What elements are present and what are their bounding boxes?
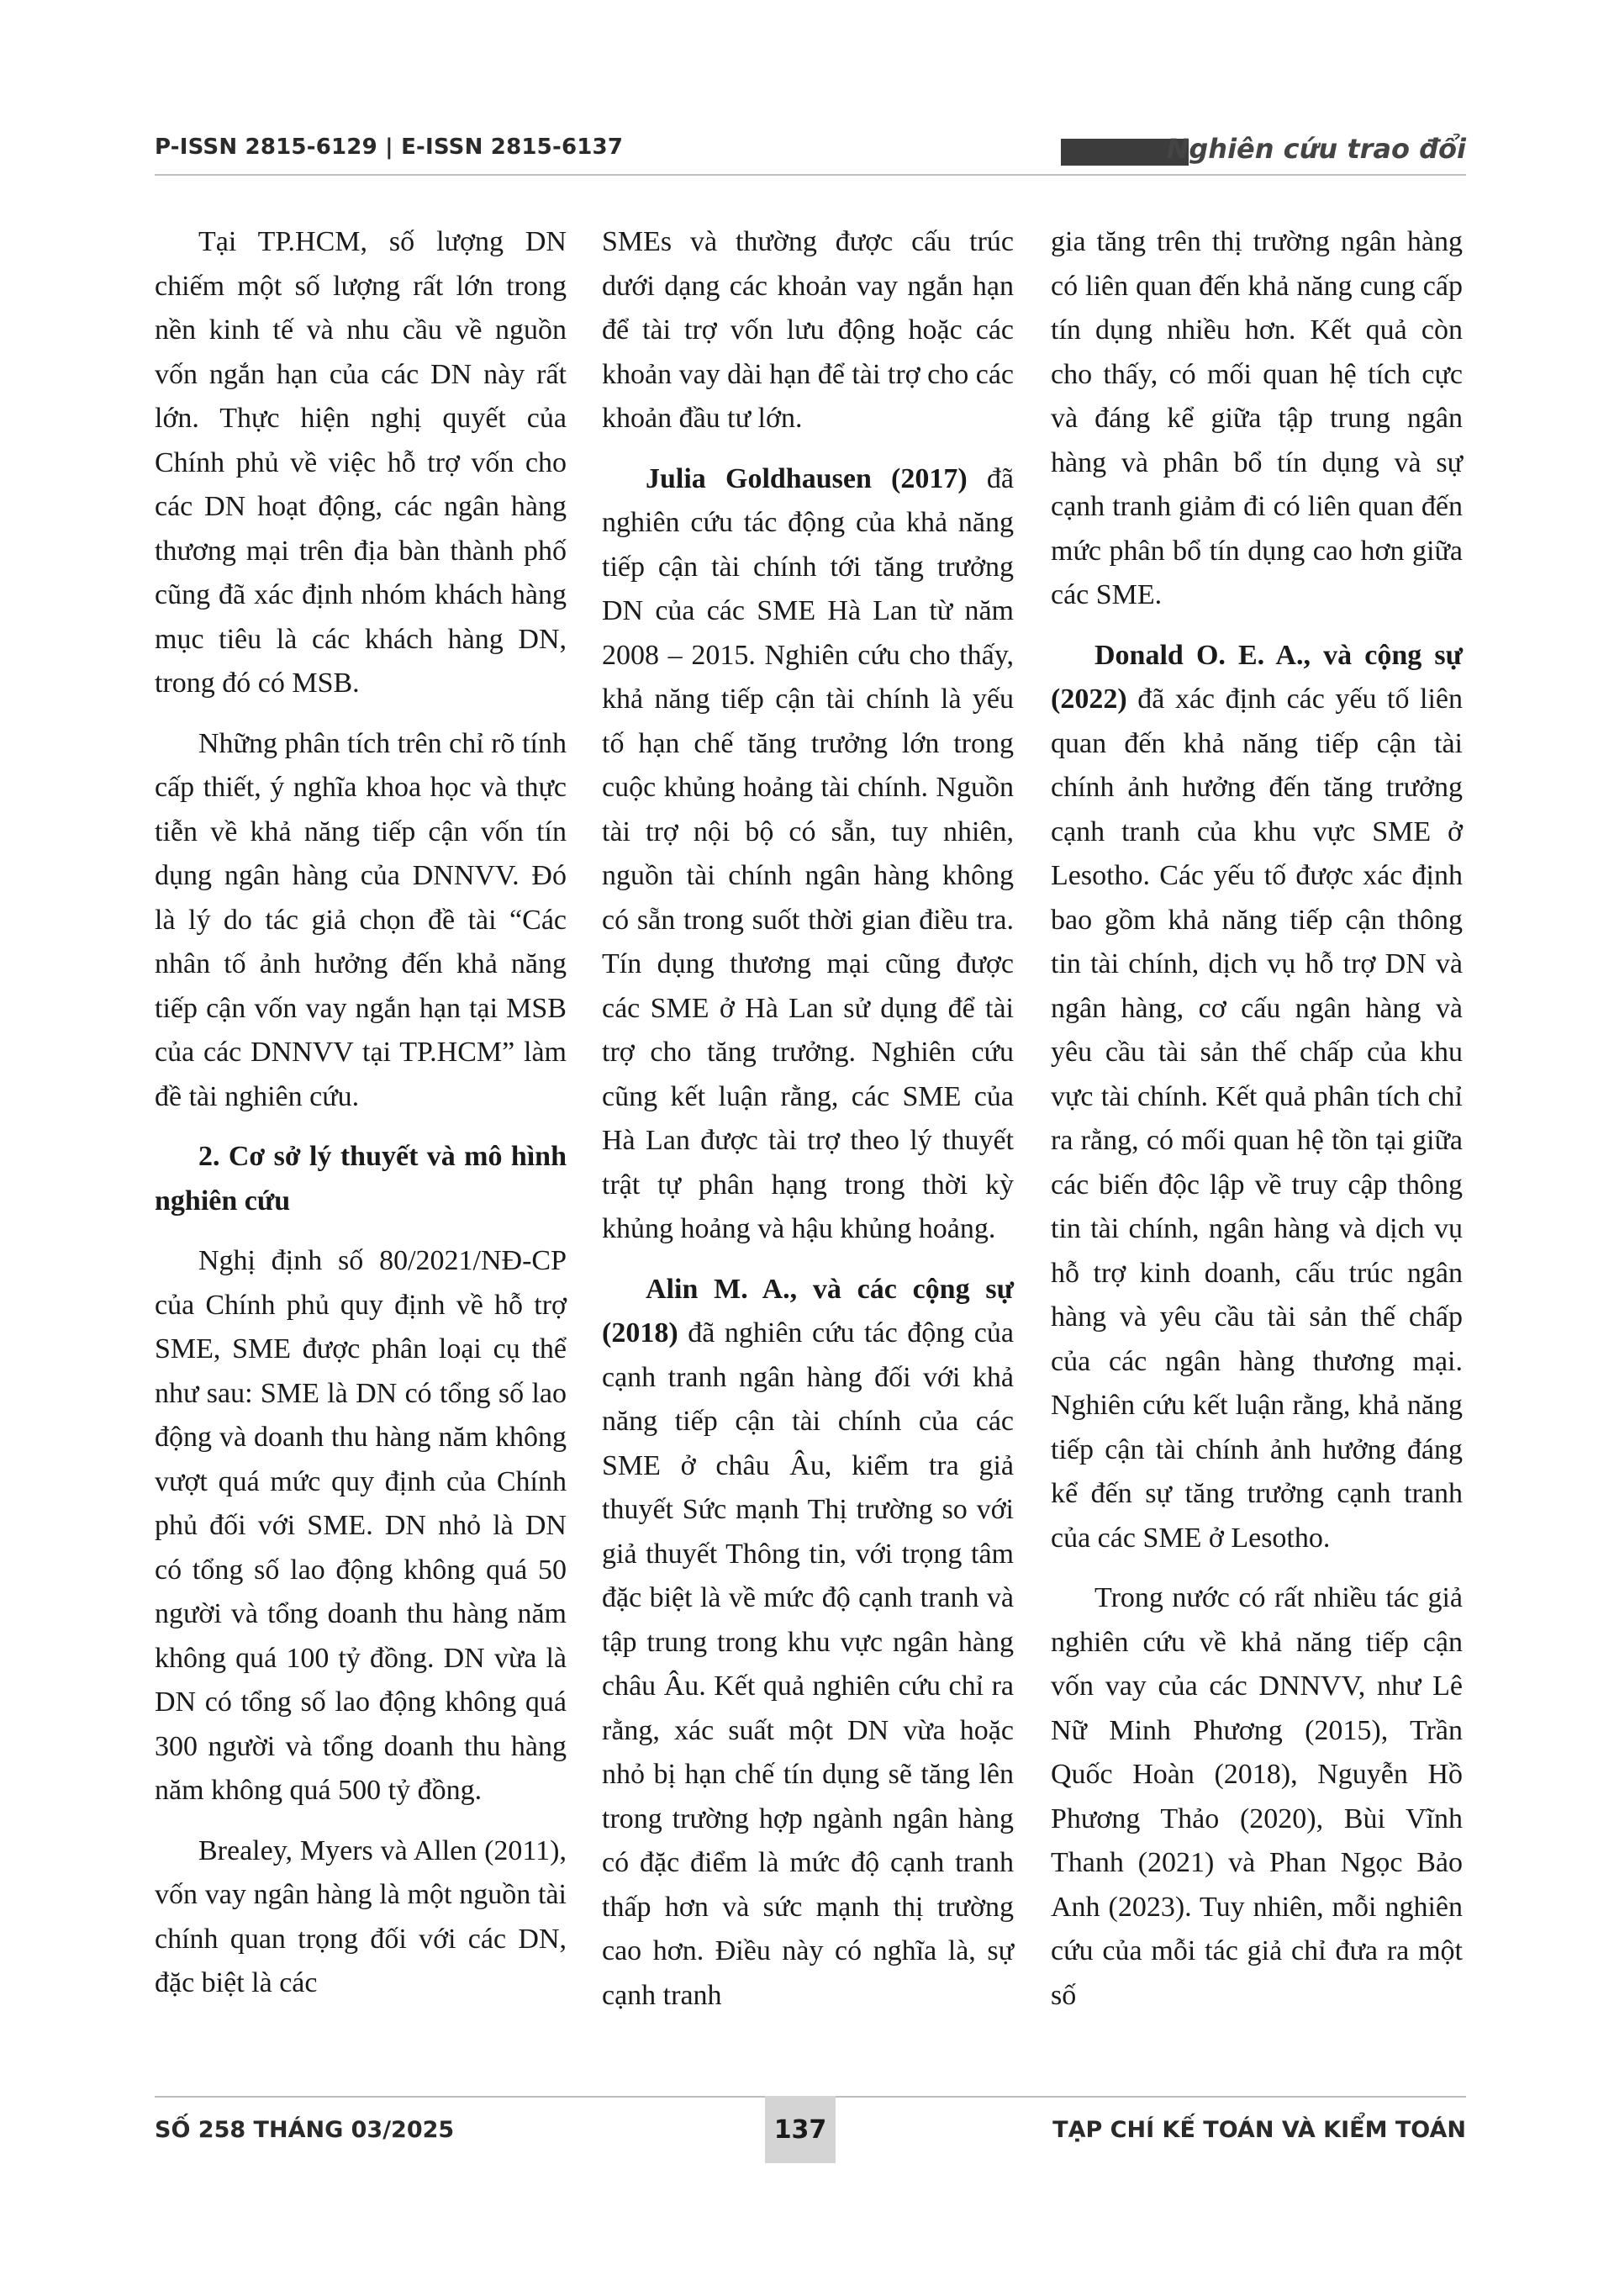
paragraph: SMEs và thường được cấu trúc dưới dạng các khoản vay ngắn hạn để tài trợ vốn lưu động hoặc các khoản vay dài hạn để tài trợ cho các khoản đầu tư lớn. [602,226,1014,434]
page-number: 137 [773,2114,827,2145]
paragraph-text: đã xác định các yếu tố liên quan đến khả năng tiếp cận tài chính ảnh hưởng đến tăng trưởng cạnh tranh của khu vực SME ở Lesotho. Các yếu tố được xác định bao gồm khả năng tiếp cận thông tin tài chính, dịch vụ hỗ trợ DN và ngân hàng, cơ cấu ngân hàng và yêu cầu tài sản thế chấp của khu vực tài chính. Kết quả phân tích chỉ ra rằng, có mối quan hệ tồn tại giữa các biến độc lập về truy cập thông tin tài chính, ngân hàng và dịch vụ hỗ trợ kinh doanh, cấu trúc ngân hàng và yêu cầu tài sản thế chấp của các ngân hàng thương mại. Nghiên cứu kết luận rằng, khả năng tiếp cận tài chính ảnh hưởng đáng kể đến sự tăng trưởng cạnh tranh của các SME ở Lesotho. [1051,684,1463,1554]
paragraph [602,1268,1014,2019]
paragraph-text: đã nghiên cứu tác động của khả năng tiếp cận tài chính tới tăng trưởng DN của các SME Hà Lan từ năm 2008 – 2015. Nghiên cứu cho thấy, khả năng tiếp cận tài chính là yếu tố hạn chế tăng trưởng lớn trong cuộc khủng hoảng tài chính. Nguồn tài trợ nội bộ có sẵn, tuy nhiên, nguồn tài chính ngân hàng không có sẵn trong suốt thời gian điều tra. Tín dụng thương mại cũng được các SME ở Hà Lan sử dụng để tài trợ cho tăng trưởng. Nghiên cứu cũng kết luận rằng, các SME của Hà Lan được tài trợ theo lý thuyết trật tự phân hạng trong thời kỳ khủng hoảng và hậu khủng hoảng. [602,462,1014,1244]
citation-author: Julia Goldhausen (2017) [646,462,968,494]
paragraph: Những phân tích trên chỉ rõ tính cấp thiết, ý nghĩa khoa học và thực tiễn về khả năng tiếp cận vốn tín dụng ngân hàng của DNNVV. Đó là lý do tác giả chọn đề tài “Các nhân tố ảnh hưởng đến khả năng tiếp cận vốn vay ngắn hạn tại MSB của các DNNVV tại TP.HCM” làm đề tài nghiên cứu. [155,727,567,1112]
column-3 [1051,220,1463,2034]
paragraph: Brealey, Myers và Allen (2011), vốn vay ngân hàng là một nguồn tài chính quan trọng đối với các DN, đặc biệt là các [155,1834,567,1998]
section-title: Nghiên cứu trao đổi [1166,133,1466,165]
paragraph: Trong nước có rất nhiều tác giả nghiên cứu về khả năng tiếp cận vốn vay của các DNNVV, như Lê Nữ Minh Phương (2015), Trần Quốc Hoàn (2018), Nguyễn Hồ Phương Thảo (2020), Bùi Vĩnh Thanh (2021) và Phan Ngọc Bảo Anh (2023). Tuy nhiên, mỗi nghiên cứu của mỗi tác giả chỉ đưa ra một số [1051,1582,1463,2011]
issn-header: P-ISSN 2815-6129 | E-ISSN 2815-6137 [155,135,624,160]
paragraph: Tại TP.HCM, số lượng DN chiếm một số lượng rất lớn trong nền kinh tế và nhu cầu về nguồn vốn ngắn hạn của các DN này rất lớn. Thực hiện nghị quyết của Chính phủ về việc hỗ trợ vốn cho các DN hoạt động, các ngân hàng thương mại trên địa bàn thành phố cũng đã xác định nhóm khách hàng mục tiêu là các khách hàng DN, trong đó có MSB. [155,226,567,699]
paragraph-text: đã nghiên cứu tác động của cạnh tranh ngân hàng đối với khả năng tiếp cận tài chính của các SME ở châu Âu, kiểm tra giả thuyết Sức mạnh Thị trường so với giả thuyết Thông tin, với trọng tâm đặc biệt là về mức độ cạnh tranh và tập trung trong khu vực ngân hàng châu Âu. Kết quả nghiên cứu chỉ ra rằng, xác suất một DN vừa hoặc nhỏ bị hạn chế tín dụng sẽ tăng lên trong trường hợp ngành ngân hàng có đặc điểm là mức độ cạnh tranh thấp hơn và sức mạnh thị trường cao hơn. Điều này có nghĩa là, sự cạnh tranh [602,1317,1014,2011]
page-number-box [765,2096,836,2163]
column-1 [155,220,567,2022]
section-heading: 2. Cơ sở lý thuyết và mô hình nghiên cứu [155,1141,567,1217]
citation-author: Alin M. A., và các cộng sự (2018) [602,1273,1014,1349]
paragraph [1051,634,1463,1561]
column-2 [602,220,1014,2034]
journal-name: TẠP CHÍ KẾ TOÁN VÀ KIỂM TOÁN [1052,2117,1466,2143]
paragraph: Nghị định số 80/2021/NĐ-CP của Chính phủ quy định về hỗ trợ SME, SME được phân loại cụ thể như sau: SME là DN có tổng số lao động và doanh thu hàng năm không vượt quá mức quy định của Chính phủ đối với SME. DN nhỏ là DN có tổng số lao động không quá 50 người và tổng doanh thu hàng năm không quá 100 tỷ đồng. DN vừa là DN có tổng số lao động không quá 300 người và tổng doanh thu hàng năm không quá 500 tỷ đồng. [155,1245,567,1806]
header-divider [155,174,1466,176]
paragraph: gia tăng trên thị trường ngân hàng có liên quan đến khả năng cung cấp tín dụng nhiều hơn. Kết quả còn cho thấy, có mối quan hệ tích cực và đáng kể giữa tập trung ngân hàng và phân bổ tín dụng và sự cạnh tranh giảm đi có liên quan đến mức phân bổ tín dụng cao hơn giữa các SME. [1051,226,1463,610]
paragraph [602,457,1014,1252]
citation-author: Donald O. E. A., và cộng sự (2022) [1051,639,1463,715]
issue-label: SỐ 258 THÁNG 03/2025 [155,2117,455,2143]
